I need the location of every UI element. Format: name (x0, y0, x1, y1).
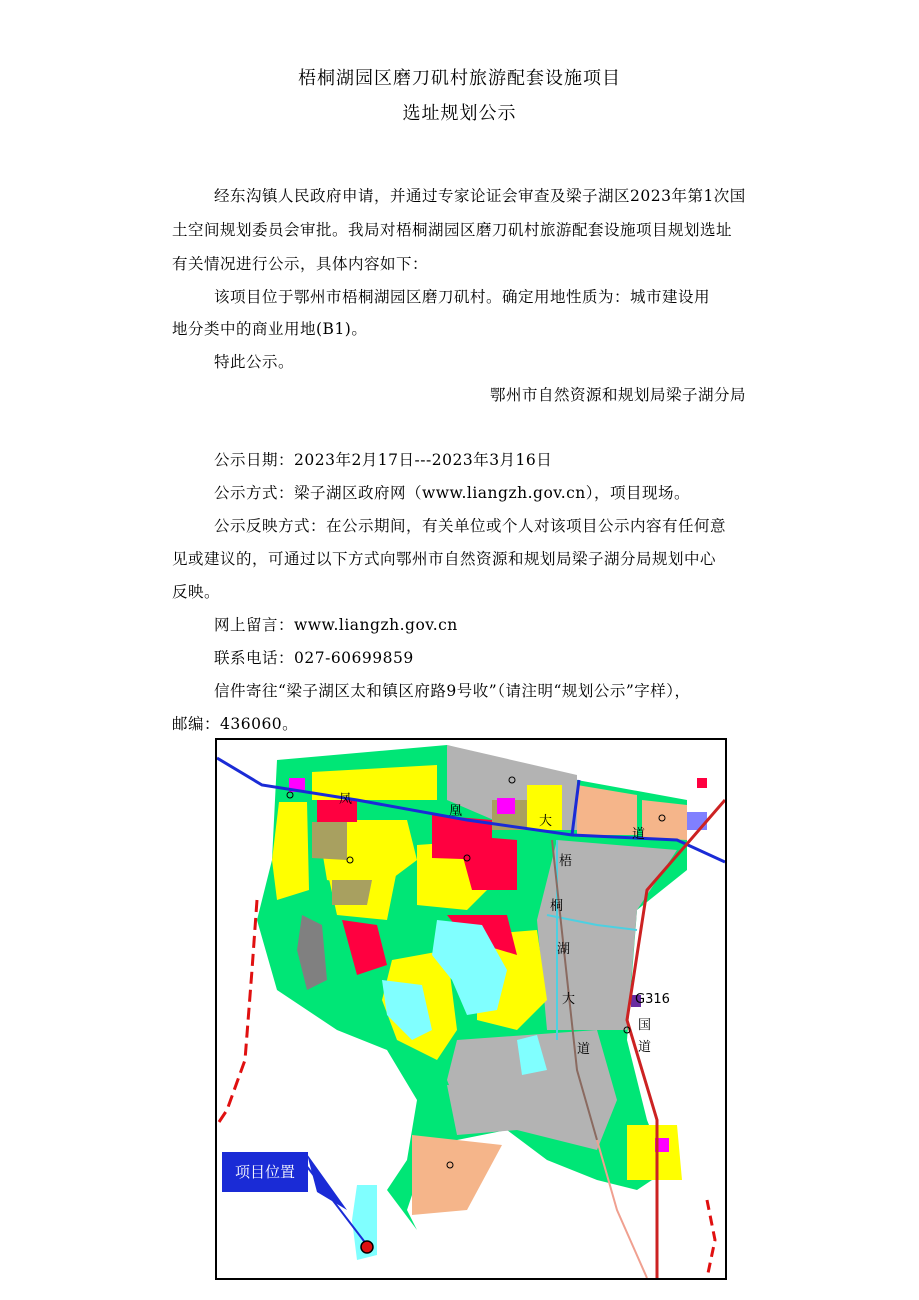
paragraph-1-line-2: 土空间规划委员会审批。我局对梧桐湖园区磨刀矶村旅游配套设施项目规划选址 (172, 221, 733, 239)
west-boundary-line (217, 900, 257, 1125)
paragraph-2-line-1: 该项目位于鄂州市梧桐湖园区磨刀矶村。确定用地性质为：城市建设用 (214, 288, 711, 306)
notice-feedback-line-1: 公示反映方式：在公示期间，有关单位或个人对该项目公示内容有任何意 (214, 517, 727, 535)
label-da-1: 大 (539, 814, 553, 829)
olive-zone-3 (332, 880, 372, 905)
site-plan-map (215, 738, 727, 1280)
label-hu: 湖 (557, 942, 571, 957)
notice-feedback-line-2: 见或建议的，可通过以下方式向鄂州市自然资源和规划局梁子湖分局规划中心 (172, 550, 717, 568)
east-boundary-line (707, 1200, 715, 1278)
label-dao-2: 道 (577, 1042, 591, 1057)
notice-phone: 联系电话：027-60699859 (214, 649, 414, 667)
red-marker-ne (697, 778, 707, 788)
notice-online: 网上留言：www.liangzh.gov.cn (214, 616, 458, 634)
notice-date: 公示日期：2023年2月17日---2023年3月16日 (214, 451, 553, 469)
olive-zone-1 (312, 822, 347, 860)
label-dao-3: 道 (638, 1040, 652, 1055)
paragraph-1-line-1: 经东沟镇人民政府申请，并通过专家论证会审查及梁子湖区2023年第1次国 (214, 187, 746, 205)
label-tong: 桐 (550, 899, 564, 914)
orange-zone-south (412, 1135, 502, 1215)
gray-zone-southwest (447, 1085, 517, 1135)
residential-southeast (627, 1125, 682, 1180)
label-da-2: 大 (562, 992, 576, 1007)
paragraph-1-line-3: 有关情况进行公示，具体内容如下： (172, 255, 429, 273)
signature: 鄂州市自然资源和规划局梁子湖分局 (490, 386, 747, 404)
label-dao-1: 道 (632, 827, 646, 842)
paragraph-3: 特此公示。 (214, 353, 295, 371)
project-location-callout: 项目位置 (222, 1152, 308, 1192)
paragraph-2-line-2: 地分类中的商业用地(B1)。 (172, 320, 368, 338)
title-line-2: 选址规划公示 (402, 103, 517, 124)
notice-mail-line-1: 信件寄往“梁子湖区太和镇区府路9号收”（请注明“规划公示”字样）， (214, 682, 691, 700)
purple-facility-2 (687, 812, 707, 830)
callout-arrow (307, 1154, 347, 1210)
label-guo: 国 (638, 1018, 652, 1033)
notice-method: 公示方式：梁子湖区政府网（www.liangzh.gov.cn），项目现场。 (214, 484, 691, 502)
notice-mail-line-2: 邮编：436060。 (172, 715, 299, 733)
label-wu: 梧 (559, 854, 573, 869)
label-g316: G316 (635, 992, 670, 1007)
magenta-facility-2 (497, 798, 515, 814)
land-use-map-graphic (217, 740, 725, 1278)
residential-west (272, 802, 309, 900)
label-huang: 凰 (449, 804, 463, 819)
label-feng: 凤 (339, 792, 353, 807)
notice-feedback-line-3: 反映。 (172, 583, 221, 601)
title-line-1: 梧桐湖园区磨刀矶村旅游配套设施项目 (298, 68, 621, 89)
project-location-marker (361, 1241, 373, 1253)
